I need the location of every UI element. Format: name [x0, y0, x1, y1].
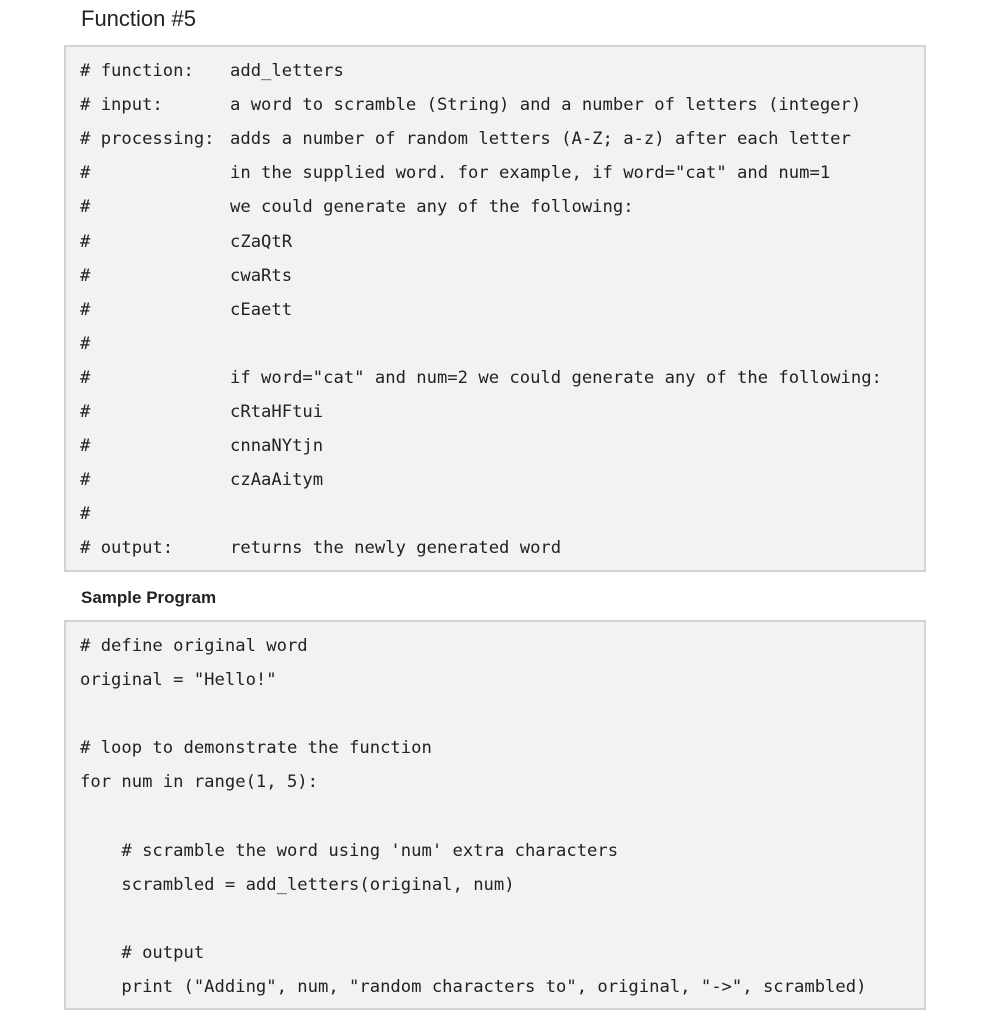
comment-text: returns the newly generated word — [230, 538, 562, 558]
comment-prefix: # — [80, 504, 91, 524]
code-line — [80, 402, 324, 422]
code-line: original = "Hello!" — [80, 670, 277, 690]
code-line — [80, 197, 634, 217]
comment-prefix: # — [80, 163, 91, 183]
code-line: # define original word — [80, 636, 308, 656]
comment-prefix: # — [80, 334, 91, 354]
code-line — [80, 300, 293, 320]
code-line: # scramble the word using 'num' extra characters — [80, 841, 619, 861]
code-line — [80, 163, 831, 183]
code-line: scrambled = add_letters(original, num) — [80, 875, 515, 895]
comment-text: if word="cat" and num=2 we could generate any of the following: — [230, 368, 882, 388]
code-line — [80, 504, 90, 524]
comment-prefix: # input: — [80, 95, 163, 115]
comment-text: cRtaHFtui — [230, 402, 324, 422]
code-line — [80, 368, 882, 388]
code-line — [80, 266, 293, 286]
comment-prefix: # processing: — [80, 129, 215, 149]
code-line — [80, 538, 562, 558]
comment-prefix: # — [80, 470, 91, 490]
comment-prefix: # — [80, 232, 91, 252]
comment-text: adds a number of random letters (A-Z; a-z) after each letter — [230, 129, 851, 149]
code-line: for num in range(1, 5): — [80, 772, 318, 792]
function-doc-code-block — [64, 45, 926, 572]
function-title: Function #5 — [81, 6, 196, 31]
comment-prefix: # — [80, 197, 91, 217]
code-line — [80, 232, 293, 252]
comment-prefix: # — [80, 300, 91, 320]
comment-prefix: # — [80, 368, 91, 388]
code-line: # loop to demonstrate the function — [80, 738, 432, 758]
comment-text: in the supplied word. for example, if word="cat" and num=1 — [230, 163, 831, 183]
comment-text: cnnaNYtjn — [230, 436, 324, 456]
code-line — [80, 129, 851, 149]
code-line — [80, 470, 324, 490]
comment-prefix: # — [80, 266, 91, 286]
comment-text: cEaett — [230, 300, 293, 320]
code-line — [80, 95, 862, 115]
code-line — [80, 436, 324, 456]
code-line: # output — [80, 943, 205, 963]
comment-text: cZaQtR — [230, 232, 293, 252]
code-line — [80, 334, 90, 354]
comment-text: czAaAitym — [230, 470, 324, 490]
code-line — [80, 61, 344, 81]
comment-prefix: # — [80, 402, 91, 422]
comment-text: cwaRts — [230, 266, 293, 286]
comment-prefix: # output: — [80, 538, 174, 558]
sample-program-title: Sample Program — [81, 588, 217, 607]
comment-text: a word to scramble (String) and a number of letters (integer) — [230, 95, 862, 115]
code-line: print ("Adding", num, "random characters to", original, "->", scrambled) — [80, 977, 867, 997]
comment-text: add_letters — [230, 61, 344, 81]
comment-text: we could generate any of the following: — [230, 197, 634, 217]
comment-prefix: # function: — [80, 61, 194, 81]
comment-prefix: # — [80, 436, 91, 456]
sample-program-code-block — [64, 620, 926, 1010]
